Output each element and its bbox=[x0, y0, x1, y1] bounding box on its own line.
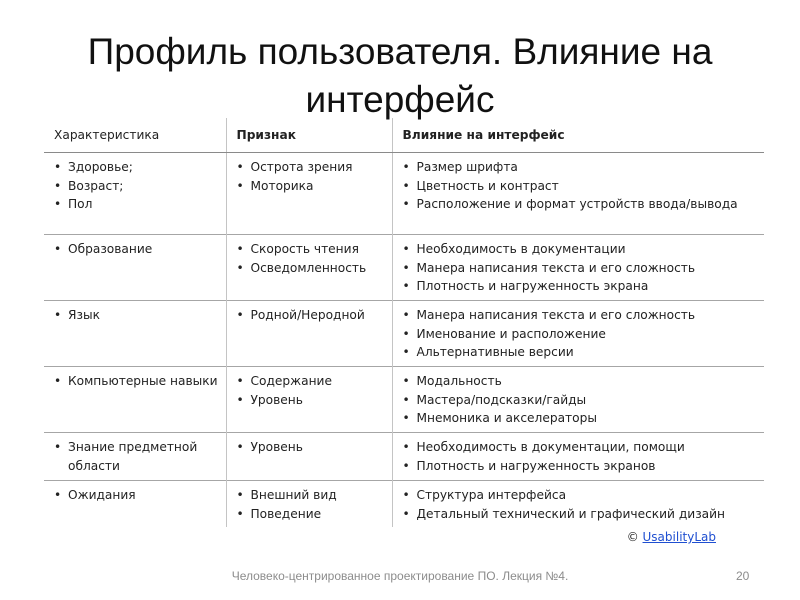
header-impact: Влияние на интерфейс bbox=[392, 118, 764, 153]
list-item: • Родной/Неродной bbox=[237, 306, 386, 325]
table-row bbox=[44, 367, 764, 433]
impact-list bbox=[403, 306, 759, 362]
list-item: • Острота зрения bbox=[237, 158, 386, 177]
list-item: • Мнемоника и акселераторы bbox=[403, 409, 759, 428]
list-item: • Моторика bbox=[237, 177, 386, 196]
list-item: • Знание предметной области bbox=[54, 438, 220, 475]
characteristic-cell bbox=[44, 433, 226, 481]
list-item: • Детальный технический и графический дизайн bbox=[403, 505, 759, 524]
impact-list bbox=[403, 158, 759, 214]
list-item: • Расположение и формат устройств ввода/вывода bbox=[403, 195, 759, 214]
user-profile-table-container bbox=[44, 118, 764, 527]
characteristic-list bbox=[54, 372, 220, 391]
list-item: • Ожидания bbox=[54, 486, 220, 505]
sign-list bbox=[237, 240, 386, 277]
header-characteristic: Характеристика bbox=[44, 118, 226, 153]
list-item: • Именование и расположение bbox=[403, 325, 759, 344]
impact-cell bbox=[392, 301, 764, 367]
characteristic-list bbox=[54, 240, 220, 259]
impact-cell bbox=[392, 153, 764, 235]
list-item: • Пол bbox=[54, 195, 220, 214]
impact-list bbox=[403, 372, 759, 428]
sign-cell bbox=[226, 153, 392, 235]
list-item: • Компьютерные навыки bbox=[54, 372, 220, 391]
source-credit bbox=[627, 530, 716, 544]
list-item: • Образование bbox=[54, 240, 220, 259]
sign-cell bbox=[226, 367, 392, 433]
characteristic-cell bbox=[44, 235, 226, 301]
sign-list bbox=[237, 372, 386, 409]
sign-cell bbox=[226, 481, 392, 528]
list-item: • Поведение bbox=[237, 505, 386, 524]
list-item: • Уровень bbox=[237, 391, 386, 410]
sign-list bbox=[237, 438, 386, 457]
characteristic-list bbox=[54, 486, 220, 505]
impact-cell bbox=[392, 481, 764, 528]
impact-list bbox=[403, 438, 759, 475]
usabilitylab-link[interactable]: UsabilityLab bbox=[642, 530, 716, 544]
table-row bbox=[44, 301, 764, 367]
list-item: • Внешний вид bbox=[237, 486, 386, 505]
characteristic-list bbox=[54, 438, 220, 475]
list-item: • Манера написания текста и его сложность bbox=[403, 259, 759, 278]
characteristic-list bbox=[54, 158, 220, 214]
list-item: • Цветность и контраст bbox=[403, 177, 759, 196]
page-number: 20 bbox=[736, 569, 750, 583]
characteristic-cell bbox=[44, 301, 226, 367]
sign-cell bbox=[226, 235, 392, 301]
table-row bbox=[44, 481, 764, 528]
impact-cell bbox=[392, 433, 764, 481]
characteristic-cell bbox=[44, 153, 226, 235]
user-profile-table bbox=[44, 118, 764, 527]
list-item: • Осведомленность bbox=[237, 259, 386, 278]
header-sign: Признак bbox=[226, 118, 392, 153]
list-item: • Манера написания текста и его сложность bbox=[403, 306, 759, 325]
sign-list bbox=[237, 158, 386, 195]
table-row bbox=[44, 153, 764, 235]
slide-footer: Человеко-центрированное проектирование ПО. Лекция №4. bbox=[231, 569, 569, 583]
list-item: • Мастера/подсказки/гайды bbox=[403, 391, 759, 410]
table-row bbox=[44, 235, 764, 301]
slide-title: Профиль пользователя. Влияние на интерфейс bbox=[87, 31, 713, 120]
list-item: • Язык bbox=[54, 306, 220, 325]
list-item: • Плотность и нагруженность экрана bbox=[403, 277, 759, 296]
list-item: • Модальность bbox=[403, 372, 759, 391]
impact-list bbox=[403, 486, 759, 523]
characteristic-cell bbox=[44, 481, 226, 528]
characteristic-cell bbox=[44, 367, 226, 433]
list-item: • Структура интерфейса bbox=[403, 486, 759, 505]
list-item: • Возраст; bbox=[54, 177, 220, 196]
copyright-symbol: © bbox=[626, 530, 639, 544]
sign-cell bbox=[226, 301, 392, 367]
list-item: • Содержание bbox=[237, 372, 386, 391]
sign-cell bbox=[226, 433, 392, 481]
impact-list bbox=[403, 240, 759, 296]
list-item: • Скорость чтения bbox=[237, 240, 386, 259]
list-item: • Уровень bbox=[237, 438, 386, 457]
characteristic-list bbox=[54, 306, 220, 325]
table-header-row bbox=[44, 118, 764, 153]
impact-cell bbox=[392, 367, 764, 433]
list-item: • Альтернативные версии bbox=[403, 343, 759, 362]
list-item: • Здоровье; bbox=[54, 158, 220, 177]
list-item: • Необходимость в документации, помощи bbox=[403, 438, 759, 457]
impact-cell bbox=[392, 235, 764, 301]
sign-list bbox=[237, 486, 386, 523]
list-item: • Размер шрифта bbox=[403, 158, 759, 177]
table-row bbox=[44, 433, 764, 481]
list-item: • Плотность и нагруженность экранов bbox=[403, 457, 759, 476]
list-item: • Необходимость в документации bbox=[403, 240, 759, 259]
sign-list bbox=[237, 306, 386, 325]
